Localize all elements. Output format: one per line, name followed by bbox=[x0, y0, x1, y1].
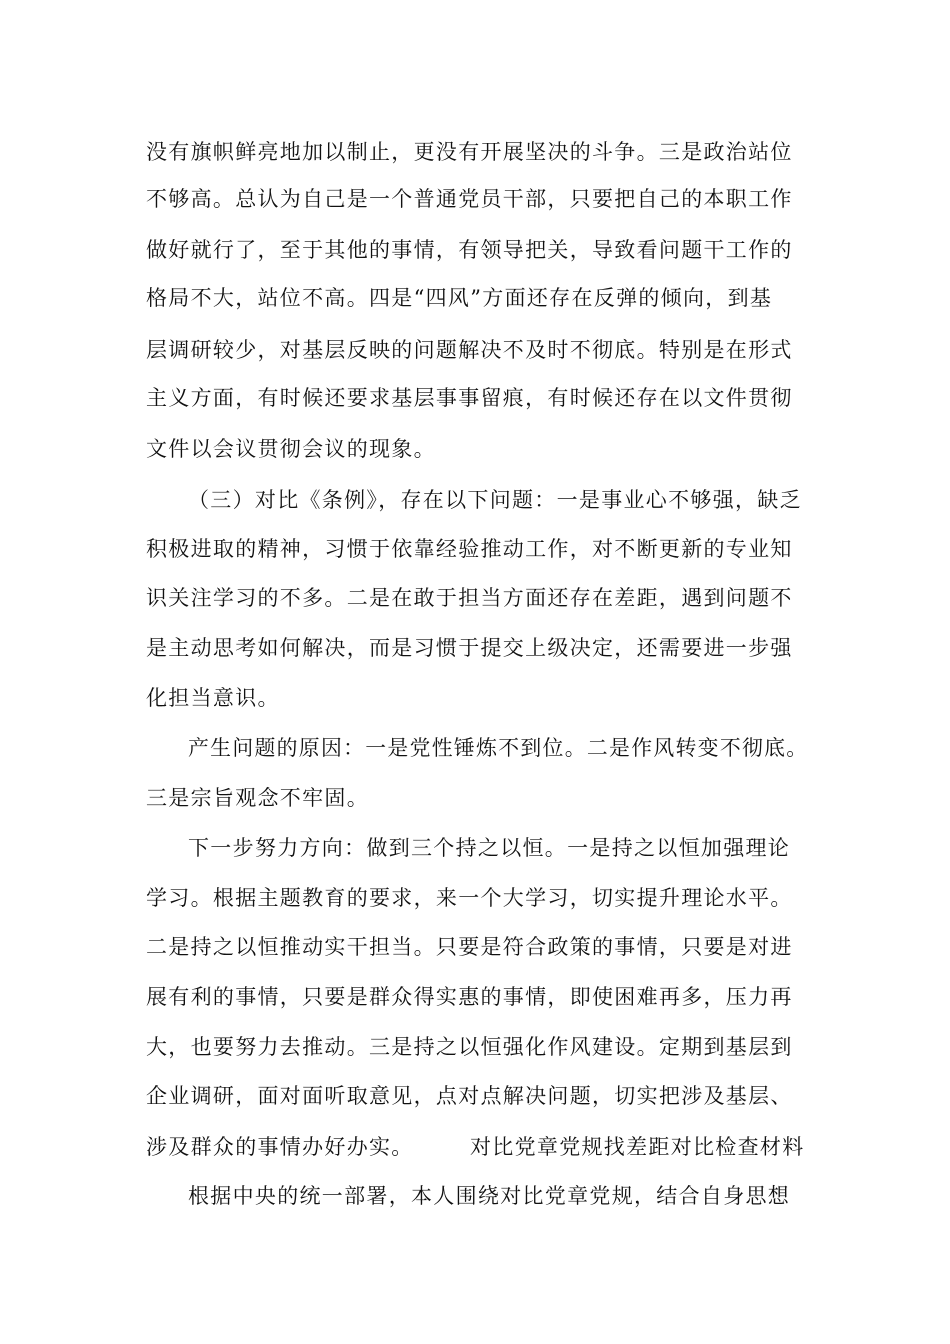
text-line: 涉及群众的事情办好办实。 对比党章党规找差距对比检查材料 bbox=[146, 1135, 805, 1159]
text-line: 文件以会议贯彻会议的现象。 bbox=[146, 437, 436, 461]
text-line: 大，也要努力去推动。三是持之以恒强化作风建设。定期到基层到 bbox=[146, 1035, 793, 1059]
text-line: 三是宗旨观念不牢固。 bbox=[146, 786, 369, 810]
text-line: 根据中央的统一部署，本人围绕对比党章党规，结合自身思想 bbox=[188, 1184, 791, 1208]
text-line: 层调研较少，对基层反映的问题解决不及时不彻底。特别是在形式 bbox=[146, 338, 793, 362]
text-line: 格局不大，站位不高。四是“四风”方面还存在反弹的倾向，到基 bbox=[146, 286, 773, 310]
text-line: 不够高。总认为自己是一个普通党员干部，只要把自己的本职工作 bbox=[146, 187, 793, 211]
text-line: 没有旗帜鲜亮地加以制止，更没有开展坚决的斗争。三是政治站位 bbox=[146, 140, 793, 164]
text-line: 化担当意识。 bbox=[146, 686, 280, 710]
text-line: 识关注学习的不多。二是在敢于担当方面还存在差距，遇到问题不 bbox=[146, 586, 793, 610]
text-line: 做好就行了，至于其他的事情，有领导把关，导致看问题干工作的 bbox=[146, 238, 793, 262]
text-line: 二是持之以恒推动实干担当。只要是符合政策的事情，只要是对进 bbox=[146, 935, 793, 959]
text-line: 展有利的事情，只要是群众得实惠的事情，即使困难再多，压力再 bbox=[146, 985, 793, 1009]
text-line: （三）对比《条例》，存在以下问题：一是事业心不够强，缺乏 bbox=[188, 488, 802, 512]
text-line: 主义方面，有时候还要求基层事事留痕，有时候还存在以文件贯彻 bbox=[146, 386, 793, 410]
text-line: 学习。根据主题教育的要求，来一个大学习，切实提升理论水平。 bbox=[146, 886, 793, 910]
text-line: 企业调研，面对面听取意见，点对点解决问题，切实把涉及基层、 bbox=[146, 1084, 793, 1108]
text-line: 下一步努力方向：做到三个持之以恒。一是持之以恒加强理论 bbox=[188, 836, 791, 860]
text-line: 积极进取的精神，习惯于依靠经验推动工作，对不断更新的专业知 bbox=[146, 537, 793, 561]
text-line: 是主动思考如何解决，而是习惯于提交上级决定，还需要进一步强 bbox=[146, 636, 793, 660]
text-line: 产生问题的原因：一是党性锤炼不到位。二是作风转变不彻底。 bbox=[188, 736, 809, 760]
